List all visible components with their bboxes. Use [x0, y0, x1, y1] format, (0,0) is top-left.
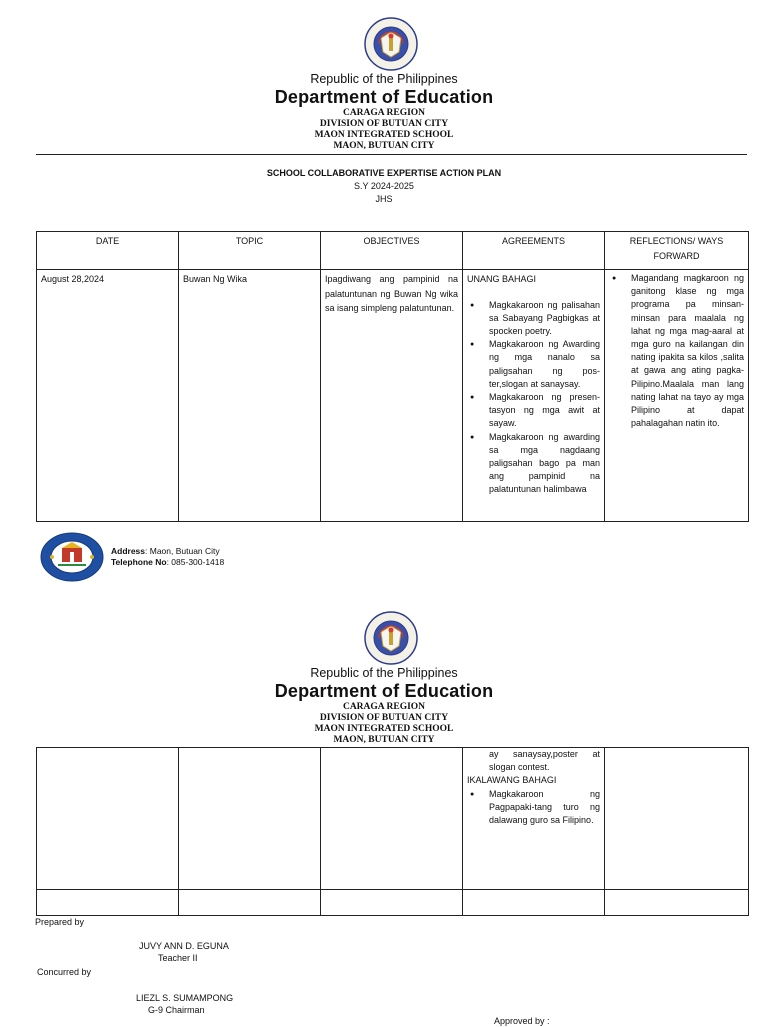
deped-seal-icon	[364, 17, 418, 71]
plan-title: SCHOOL COLLABORATIVE EXPERTISE ACTION PLAN	[266, 168, 502, 178]
school-logo-icon	[40, 532, 104, 582]
republic-line: Republic of the Philippines	[310, 666, 458, 680]
telephone-value: : 085-300-1418	[166, 557, 225, 567]
agreement-item: ● Magkakaroon ng Awarding ng mga nanalo sa paligsahan ng pos-ter,slogan at sanaysay.	[467, 338, 600, 391]
division-line: DIVISION OF BUTUAN CITY	[319, 713, 449, 723]
approved-by-label: Approved by :	[494, 1016, 550, 1026]
deped-seal-icon	[364, 611, 418, 665]
location-line: MAON, BUTUAN CITY	[333, 141, 435, 151]
header-topic: TOPIC	[179, 232, 321, 270]
prepared-by-label: Prepared by	[35, 917, 85, 927]
agreements-heading: IKALAWANG BAHAGI	[467, 775, 557, 786]
agreements-heading: UNANG BAHAGI	[467, 274, 537, 284]
telephone-line	[111, 557, 224, 568]
action-plan-table-continued	[36, 747, 749, 916]
header-agreements: AGREEMENTS	[463, 232, 605, 270]
table-row	[37, 270, 749, 522]
reflection-item: ● Magandang magkaroon ng ganitong klase ng mga programa pa minsan-minsan para maalala ng lahat ng mga mag-aaral at mga guro na kailangan din nating ipakita sa kilos ,salita at gawa ang ating pagka-Pilipino.Maalala man lang nating lahat na tayo ay mga Pilipino at dapat pahalagahan natin ito.	[609, 272, 744, 430]
cell-empty	[463, 890, 605, 916]
address-value: : Maon, Butuan City	[145, 546, 220, 556]
school-year: S.Y 2024-2025	[354, 181, 414, 191]
agreement-item: ● Magkakaroon ng presen-tasyon ng mga awit at sayaw.	[467, 391, 600, 431]
division-line: DIVISION OF BUTUAN CITY	[319, 119, 449, 129]
prepared-name: JUVY ANN D. EGUNA	[139, 941, 229, 951]
cell-topic	[179, 748, 321, 890]
agreement-item: ● Magkakaroon ng palisahan sa Sabayang Pagbigkas at spocken poetry.	[467, 299, 600, 339]
address-label: Address	[111, 546, 146, 556]
table-row	[37, 890, 749, 916]
header-objectives: OBJECTIVES	[321, 232, 463, 270]
region-line: CARAGA REGION	[342, 108, 426, 118]
address-line	[111, 546, 220, 557]
header-divider	[36, 154, 747, 155]
header-reflections: REFLECTIONS/ WAYS FORWARD	[605, 232, 749, 270]
cell-topic: Buwan Ng Wika	[179, 270, 321, 522]
concurred-title: G-9 Chairman	[148, 1005, 205, 1015]
school-line: MAON INTEGRATED SCHOOL	[314, 130, 454, 140]
department-title: Department of Education	[274, 87, 494, 107]
cell-reflections	[605, 748, 749, 890]
cell-objectives: Ipagdiwang ang pampinid na palatuntunan ng Buwan Ng wika sa isang simpleng palatuntunan.	[321, 270, 463, 522]
republic-line: Republic of the Philippines	[310, 72, 458, 86]
header-date: DATE	[37, 232, 179, 270]
location-line: MAON, BUTUAN CITY	[333, 735, 435, 745]
grade-level: JHS	[375, 194, 393, 204]
action-plan-table	[36, 231, 749, 522]
cell-reflections	[605, 270, 749, 522]
cell-empty	[605, 890, 749, 916]
school-line: MAON INTEGRATED SCHOOL	[314, 724, 454, 734]
agreements-continued: ay sanaysay,poster at slogan contest.	[489, 749, 600, 773]
cell-agreements	[463, 748, 605, 890]
department-title: Department of Education	[274, 681, 494, 701]
table-row	[37, 748, 749, 890]
concurred-name: LIEZL S. SUMAMPONG	[136, 993, 234, 1003]
agreement-item: ● Magkakaroon ng awarding sa mga nagdaang paligsahan bago pa man ang pampinid na palatuntunan halimbawa	[467, 431, 600, 497]
agreement-item: ● Magkakaroon ng Pagpapaki-tang turo ng dalawang guro sa Filipino.	[467, 788, 600, 828]
cell-empty	[321, 890, 463, 916]
cell-empty	[179, 890, 321, 916]
cell-empty	[37, 890, 179, 916]
table-header-row	[37, 232, 749, 270]
cell-date	[37, 748, 179, 890]
cell-agreements	[463, 270, 605, 522]
cell-objectives	[321, 748, 463, 890]
telephone-label: Telephone No	[111, 557, 167, 567]
prepared-title: Teacher II	[158, 953, 198, 963]
region-line: CARAGA REGION	[342, 702, 426, 712]
cell-date: August 28,2024	[37, 270, 179, 522]
concurred-by-label: Concurred by	[37, 967, 92, 977]
